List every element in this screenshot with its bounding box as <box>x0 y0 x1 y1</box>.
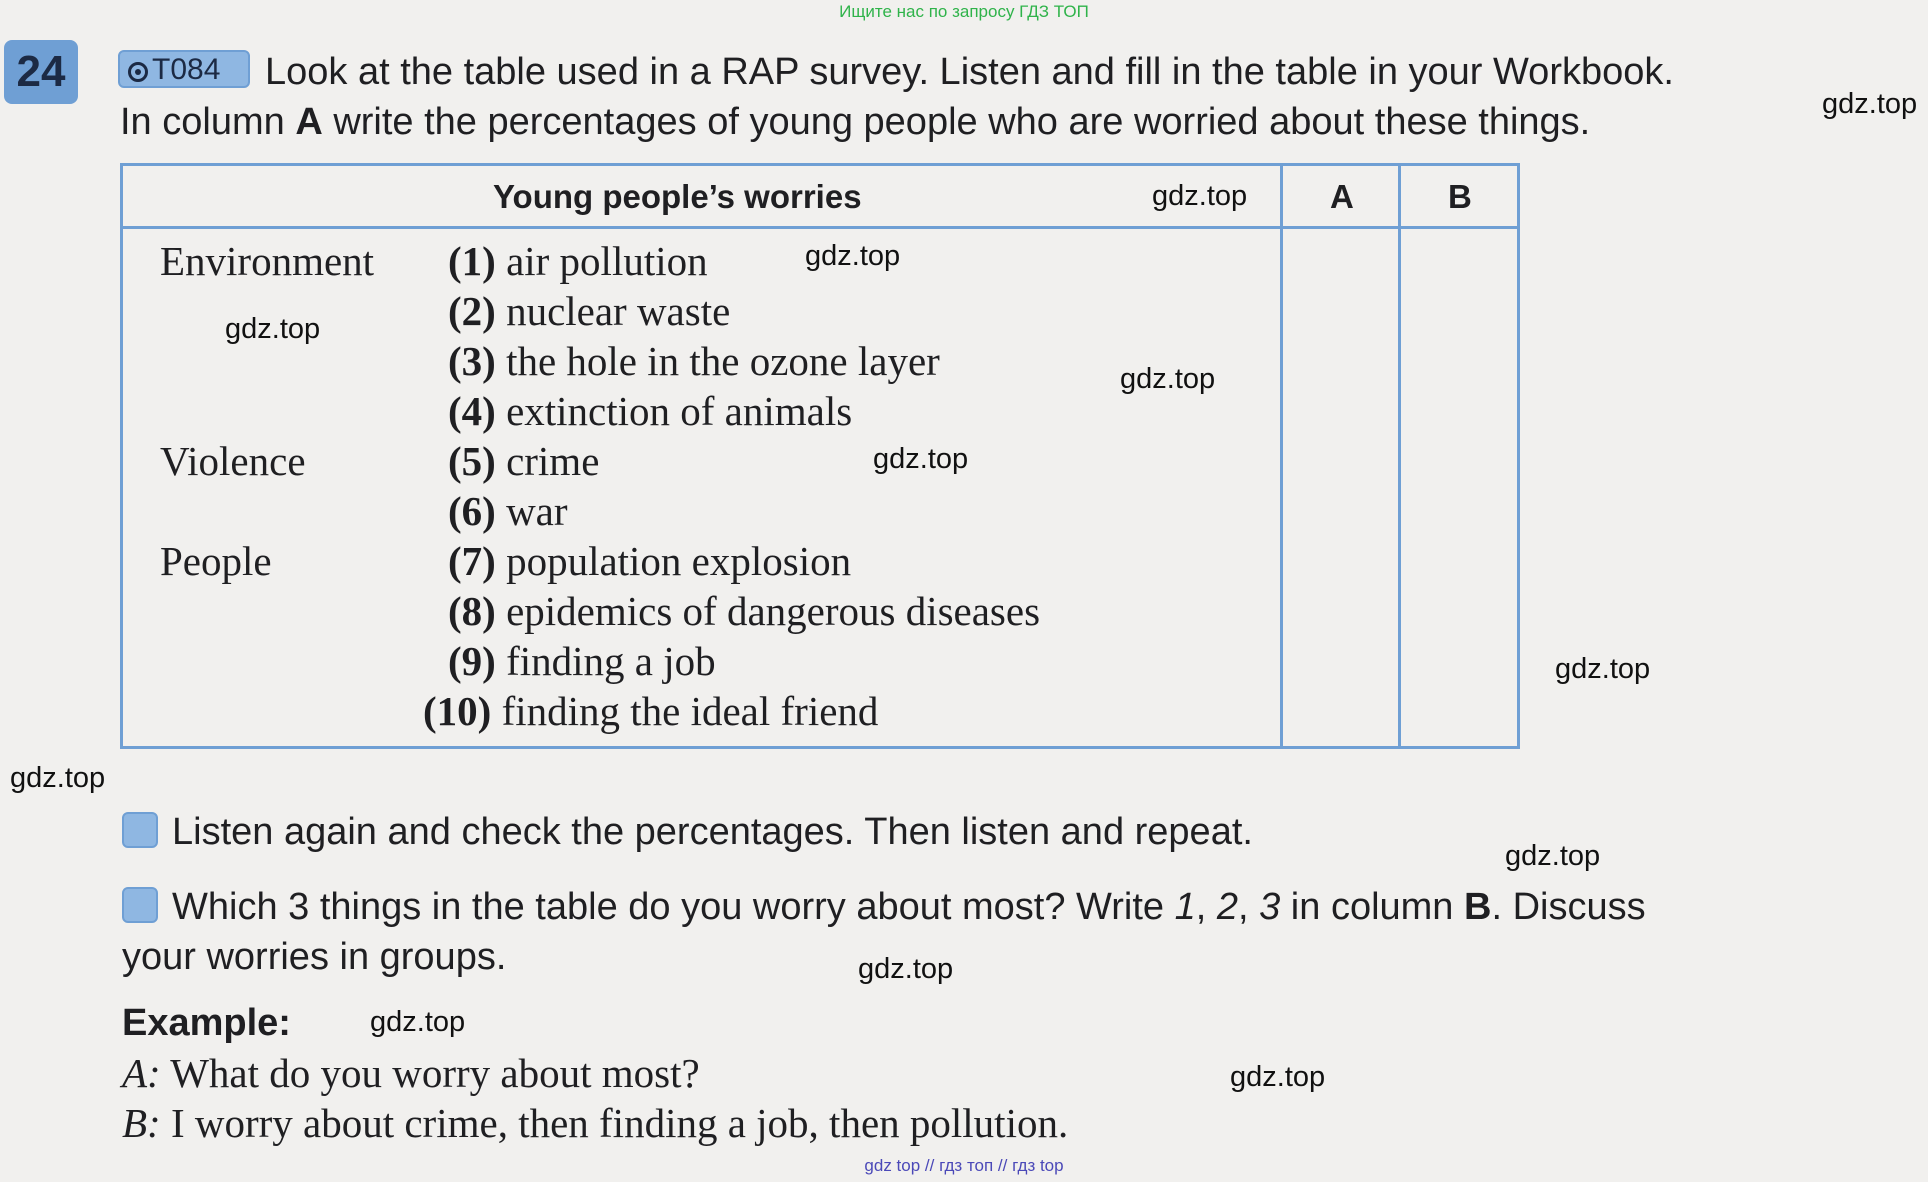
bottom-banner: gdz top // гдз топ // гдз top <box>864 1156 1064 1175</box>
exercise-number: 24 <box>4 40 78 104</box>
top-banner: Ищите нас по запросу ГДЗ ТОП <box>839 2 1089 21</box>
watermark: gdz.top <box>805 240 901 272</box>
cd-icon <box>128 62 148 82</box>
column-divider-b <box>1398 166 1401 746</box>
watermark: gdz.top <box>370 1006 466 1038</box>
table-header-b: B <box>1448 178 1472 215</box>
table-header-worries: Young people’s worries <box>493 178 862 215</box>
example-line-a: A: What do you worry about most? <box>122 1050 700 1096</box>
example-line-b: B: I worry about crime, then finding a job, then pollution. <box>122 1100 1069 1146</box>
example-label: Example: <box>122 1002 291 1044</box>
worry-item: (8) epidemics of dangerous diseases <box>448 588 1041 634</box>
instruction-line-1: Look at the table used in a RAP survey. Listen and fill in the table in your Workbook. <box>265 51 1674 93</box>
table-header-a: A <box>1330 178 1354 215</box>
watermark: gdz.top <box>225 313 321 345</box>
watermark: gdz.top <box>1505 840 1601 872</box>
worry-item: (6) war <box>448 488 568 534</box>
column-divider-a <box>1280 166 1283 746</box>
task-marker-icon <box>122 812 158 848</box>
watermark: gdz.top <box>873 443 969 475</box>
worry-item: (7) population explosion <box>448 538 852 584</box>
worry-item: (3) the hole in the ozone layer <box>448 338 940 384</box>
header-divider <box>123 226 1517 229</box>
task-discuss: Which 3 things in the table do you worry about most? Write 1, 2, 3 in column B. Discuss <box>122 882 1646 932</box>
worry-item: (1) air pollution <box>448 238 708 284</box>
watermark: gdz.top <box>1152 180 1248 212</box>
worry-item: (9) finding a job <box>448 638 716 684</box>
watermark: gdz.top <box>858 953 954 985</box>
instruction-line-2: In column A write the percentages of young people who are worried about these things. <box>120 101 1591 143</box>
category-environment: Environment <box>160 238 375 284</box>
watermark: gdz.top <box>10 762 106 794</box>
category-violence: Violence <box>160 438 306 484</box>
watermark: gdz.top <box>1120 363 1216 395</box>
watermark: gdz.top <box>1230 1061 1326 1093</box>
worry-item: (4) extinction of animals <box>448 388 853 434</box>
watermark: gdz.top <box>1822 88 1918 120</box>
task-marker-icon <box>122 887 158 923</box>
track-label: T084 <box>152 53 221 86</box>
task-listen-again: Listen again and check the percentages. Then listen and repeat. <box>122 807 1253 857</box>
worry-item: (2) nuclear waste <box>448 288 731 334</box>
watermark: gdz.top <box>1555 653 1651 685</box>
category-people: People <box>160 538 272 584</box>
worry-item: (10) finding the ideal friend <box>423 688 879 734</box>
task-discuss-line-2: your worries in groups. <box>122 936 507 978</box>
audio-track-badge[interactable] <box>118 50 250 88</box>
worry-item: (5) crime <box>448 438 600 484</box>
